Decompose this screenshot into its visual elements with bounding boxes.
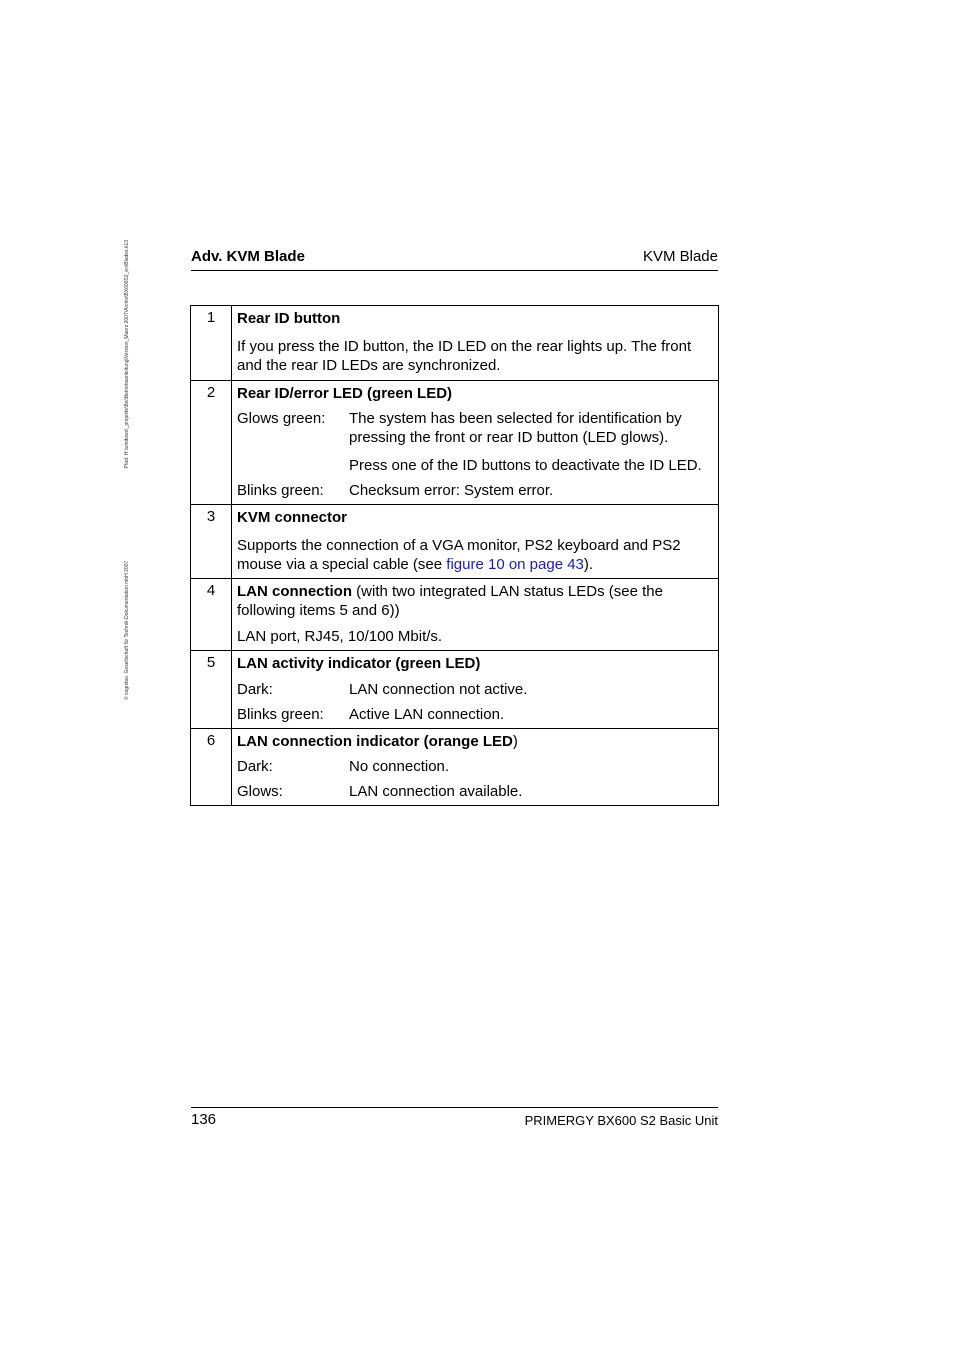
description-text-end: ). [583,556,594,573]
item-title: LAN activity indicator (green LED) [237,655,481,672]
state-row [237,757,712,776]
state-text [349,409,712,475]
row-number: 2 [191,381,232,505]
table-row [191,729,719,806]
figure-link[interactable]: figure 10 on page 43 [446,556,584,573]
item-description: If you press the ID button, the ID LED on the rear lights up. The front and the rear ID LEDs are synchronized. [237,338,692,374]
state-label: Blinks green: [237,482,324,499]
row-number: 1 [191,306,232,381]
state-text: Checksum error: System error. [349,482,554,499]
row-content [232,381,719,505]
item-title: LAN connection indicator (orange LED [237,733,513,750]
item-title: KVM connector [237,509,348,526]
page-footer [191,1107,718,1128]
state-label: Dark: [237,758,273,775]
margin-path-note [124,240,136,700]
state-label: Blinks green: [237,706,324,723]
margin-copyright: © cognitas. Gesellschaft für Technik-Dokumentation mbH 2007 [124,560,130,700]
state-text: LAN connection available. [349,783,523,800]
header-chapter-title: KVM Blade [642,248,718,265]
row-number: 4 [191,579,232,651]
item-title: LAN connection [237,583,352,600]
table-row [191,579,719,651]
state-text: Active LAN connection. [349,706,505,723]
state-label: Glows: [237,783,283,800]
table-row [191,381,719,505]
state-note: Press one of the ID buttons to deactivate the ID LED. [349,457,702,474]
item-heading [237,582,712,620]
state-text: No connection. [349,758,450,775]
state-row [237,481,712,500]
row-content [232,505,719,579]
header-section-title: Adv. KVM Blade [191,248,305,265]
state-label: Dark: [237,681,273,698]
table-row [191,505,719,579]
state-row [237,705,712,724]
state-row [237,409,712,475]
state-row [237,782,712,801]
page-number: 136 [191,1111,217,1128]
item-description: LAN port, RJ45, 10/100 Mbit/s. [237,628,443,645]
description-text: Supports the connection of a VGA monitor, PS2 keyboard and PS2 mouse via a special cable (see [237,537,681,573]
table-row [191,306,719,381]
row-content [232,306,719,381]
state-label: Glows green: [237,410,326,427]
state-description: The system has been selected for identification by pressing the front or rear ID button (LED glows). [349,410,682,446]
page-header [191,248,718,271]
table-row [191,651,719,729]
row-content [232,651,719,729]
item-title: Rear ID button [237,310,341,327]
row-number: 5 [191,651,232,729]
item-description [237,536,712,574]
state-text: LAN connection not active. [349,681,528,698]
state-row [237,680,712,699]
item-title-note: (with two integrated LAN status LEDs (see the following items 5 and 6)) [237,583,663,619]
row-number: 6 [191,729,232,806]
row-number: 3 [191,505,232,579]
document-title: PRIMERGY BX600 S2 Basic Unit [524,1113,718,1128]
row-content [232,729,719,806]
kvm-elements-table [190,305,719,806]
row-content [232,579,719,651]
item-title-suffix: ) [512,733,518,750]
margin-file-path: Pfad: H:\windows\_projekte\Bxi\Betriebsanleitung\Version_Maerz 2007\Archiv\BX600S2_en\Blades.k13 [124,240,130,469]
item-title: Rear ID/error LED (green LED) [237,385,453,402]
item-heading [237,732,712,751]
